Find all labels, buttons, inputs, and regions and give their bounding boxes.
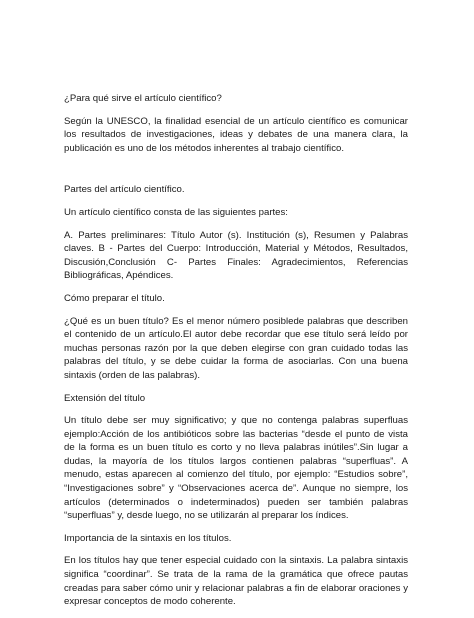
heading-purpose: ¿Para qué sirve el artículo científico?	[64, 93, 222, 104]
paragraph-good-title: ¿Qué es un buen título? Es el menor número posiblede palabras que describen el contenido de un artículo.El autor debe recordar que ese título será leído por muchas personas razón por la que deben elegirse con gran cuidado todas las palabras del título, y se debe cuidar la forma de asociarlas. Con una buena sintaxis (orden de las palabras).	[64, 315, 408, 381]
document-page	[64, 92, 408, 618]
paragraph-unesco: Según la UNESCO, la finalidad esencial de un artículo científico es comunicar los resultados de investigaciones, ideas y debates de una manera clara, la publicación es uno de los métodos inherentes al trabajo científico.	[64, 115, 408, 154]
heading-title-length: Extensión del título	[64, 392, 146, 404]
paragraph-syntax: En los títulos hay que tener especial cuidado con la sintaxis. La palabra sintaxis significa “coordinar”. Se trata de la rama de la gramática que ofrece pautas creadas para saber cómo unir y relacionar palabras a fin de elaborar oraciones y expresar conceptos de modo coherente.	[64, 555, 408, 608]
heading-syntax: Importancia de la sintaxis en los títulos.	[64, 532, 232, 544]
paragraph-parts-list: A. Partes preliminares: Título Autor (s). Institución (s), Resumen y Palabras claves. B - Partes del Cuerpo: Introducción, Material y Métodos, Resultados, Discusión,Conclusión C- Partes Finales: Agradecimientos, Referencias Bibliográficas, Apéndices.	[64, 229, 408, 282]
paragraph-title-length: Un título debe ser muy significativo; y que no contenga palabras superfluas ejemplo:Acción de los antibióticos sobre las bacterias “desde el punto de vista de la forma es un buen título es corto y no lleva palabras inútiles”.Sin lugar a dudas, la mayoría de los títulos largos contienen palabras “superfluas”. A menudo, estas aparecen al comienzo del título, por ejemplo: “Estudios sobre”, “Investigaciones sobre” y “Observaciones acerca de”. Aunque no siempre, los artículos (determinados o indeterminados) pueden ser también palabras “superfluas” y, desde luego, no se utilizarán al preparar los índices.	[64, 415, 408, 522]
heading-title-prep: Cómo preparar el título.	[64, 292, 165, 304]
paragraph-parts-intro: Un artículo científico consta de las siguientes partes:	[64, 206, 288, 218]
heading-parts: Partes del artículo científico.	[64, 184, 185, 196]
